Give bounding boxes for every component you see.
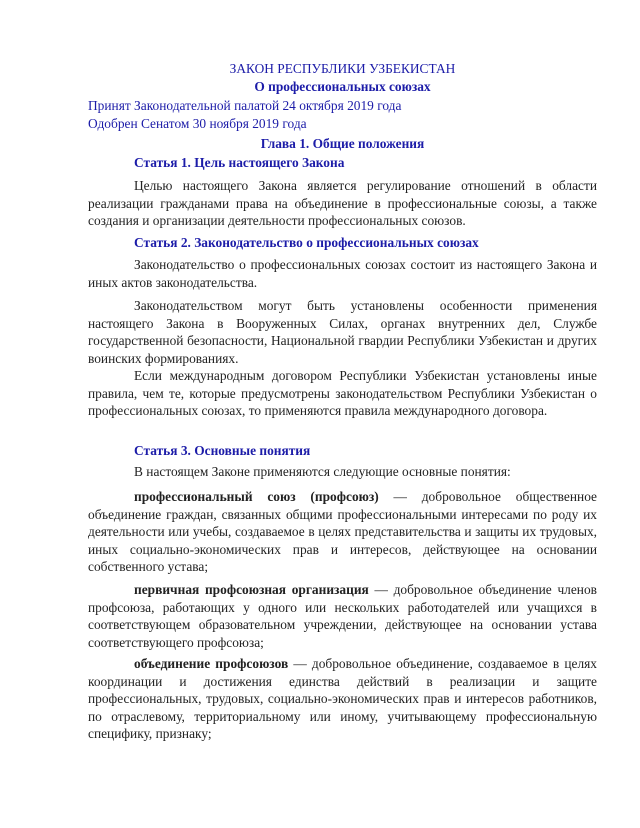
definition-text: — добровольное объединение, создаваемое в целях координации и достижения единства действий в реализации и защите профессиональных, трудовых, социально-экономических прав и интересов работников, по отраслевому, территориальному или иному, учитывающему профессиональную специфику, признаку; [88,656,598,742]
article-1-paragraph: Целью настоящего Закона является регулирование отношений в области реализации гражданами права на объединение в профессиональные союзы, а также создания и организации деятельности профессиональных союзов. [88,178,597,229]
approved-date: Одобрен Сенатом 30 ноября 2019 года [88,116,307,131]
definition-trade-union [88,488,597,576]
definition-text: — добровольное общественное объединение граждан, связанных общими профессиональными интересами по роду их деятельности или учебы, создаваемое в целях представительства и защиты их трудовых, иных социально-экономических прав и интересов, действующее на основании собственного устава; [88,489,597,575]
law-subtitle: О профессиональных союзах [254,79,431,94]
article-2-paragraph-2: Законодательством могут быть установлены особенности применения настоящего Закона в Вооруженных Силах, органах внутренних дел, Службе государственной безопасности, Национальной гвардии Республики Узбекистан и других воинских формированиях. [88,298,597,366]
definition-term: первичная профсоюзная организация [134,582,369,597]
article-2-paragraph-1: Законодательство о профессиональных союзах состоит из настоящего Закона и иных актов законодательства. [88,257,597,290]
definition-primary-organization [88,581,597,651]
definition-text: — добровольное объединение членов профсоюза, работающих у одного или нескольких работодателей или учащихся в соответствующем образовательном учреждении, действующее на основании устава соответствующего профсоюза; [88,582,597,650]
adopted-date: Принят Законодательной палатой 24 октября 2019 года [88,98,402,113]
article-2-paragraph-3: Если международным договором Республики Узбекистан установлены иные правила, чем те, которые предусмотрены законодательством Республики Узбекистан о профессиональных союзах, то применяются правила международного договора. [88,368,597,419]
definition-union-association [88,655,597,743]
definition-term: профессиональный союз (профсоюз) [134,489,379,504]
definition-term: объединение профсоюзов [134,656,289,671]
article-3-intro: В настоящем Законе применяются следующие основные понятия: [134,464,511,479]
article-3-heading: Статья 3. Основные понятия [134,443,311,458]
article-1-heading: Статья 1. Цель настоящего Закона [134,155,345,170]
law-title: ЗАКОН РЕСПУБЛИКИ УЗБЕКИСТАН [229,61,456,76]
chapter-heading: Глава 1. Общие положения [260,136,425,151]
article-2-heading: Статья 2. Законодательство о профессиональных союзах [134,235,479,250]
